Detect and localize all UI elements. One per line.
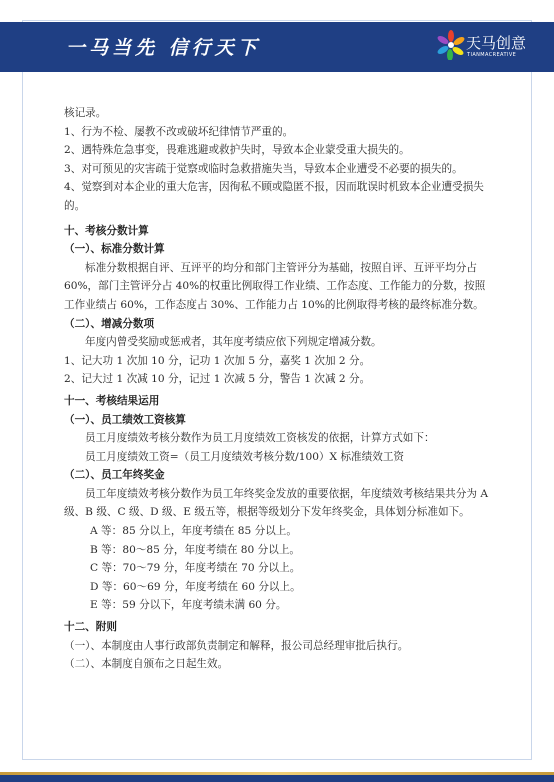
subsection-heading: （二）、增减分数项 (64, 317, 155, 330)
text-paragraph: 员工年度绩效考核分数作为员工年终奖金发放的重要依据，年度绩效考核结果共分为 A 级、B 级、C 级、D 级、E 级五等，根据等级划分下发年终奖金，具体划分标准如下。 (64, 487, 488, 519)
section-heading: 十二、附则 (64, 621, 117, 634)
text-line: 1、行为不检、屡教不改或破坏纪律情节严重的。 (64, 125, 294, 138)
grade-item: A 等：85 分以上，年度考绩在 85 分以上。 (90, 525, 297, 538)
text-line: （二）、本制度自颁布之日起生效。 (64, 658, 229, 671)
text-line: 核记录。 (64, 107, 107, 119)
section-heading: 十、考核分数计算 (64, 224, 149, 237)
logo-flower-icon (436, 30, 466, 60)
text-line: 年度内曾受奖励或惩戒者，其年度考绩应依下列规定增减分数。 (85, 336, 382, 349)
text-line: 员工月度绩效考核分数作为员工月度绩效工资核发的依据，计算方式如下： (85, 432, 435, 445)
document-body (64, 104, 494, 674)
company-logo (436, 30, 532, 64)
text-line: （一）、本制度由人事行政部负责制定和解释，报公司总经理审批后执行。 (64, 639, 409, 652)
subsection-heading: （一）、员工绩效工资核算 (64, 413, 186, 426)
grade-item: B 等：80～85 分，年度考绩在 80 分以上。 (90, 543, 301, 556)
text-line: 2、遇特殊危急事变，畏难逃避或救护失时，导致本企业蒙受重大损失的。 (64, 144, 410, 157)
section-heading: 十一、考核结果运用 (64, 394, 160, 407)
footer-blue-stripe (0, 775, 554, 782)
text-line: 2、记大过 1 次减 10 分，记过 1 次减 5 分，警告 1 次减 2 分。 (64, 373, 371, 386)
text-paragraph: 标准分数根据自评、互评平的均分和部门主管评分为基础，按照自评、互评平均分占 60%，部门主管评分占 40%的权重比例取得工作业绩、工作态度、工作能力的分数，按照工作业绩占 60%，工作态度占 30%、工作能力占 10%的比例取得考核的最终标准分数。 (64, 261, 486, 311)
text-line: 1、记大功 1 次加 10 分，记功 1 次加 5 分，嘉奖 1 次加 2 分。 (64, 354, 371, 367)
text-line: 3、对可预见的灾害疏于觉察或临时急救措施失当，导致本企业遭受不必要的损失的。 (64, 162, 463, 175)
grade-item: D 等：60～69 分，年度考绩在 60 分以上。 (90, 580, 301, 593)
subsection-heading: （二）、员工年终奖金 (64, 469, 165, 482)
logo-name-en: TIANMACREATIVE (467, 52, 517, 58)
grade-item: C 等：70～79 分，年度考绩在 70 分以上。 (90, 562, 301, 575)
logo-name-cn: 天马创意 (466, 34, 527, 52)
footer-bar (0, 768, 554, 782)
header-slogan: 一马当先 信行天下 (66, 37, 261, 59)
formula-line: 员工月度绩效工资=（员工月度绩效考核分数/100）X 标准绩效工资 (85, 450, 405, 463)
grade-item: E 等：59 分以下，年度考绩未满 60 分。 (90, 599, 287, 612)
page-header (0, 22, 554, 72)
subsection-heading: （一）、标准分数计算 (64, 243, 165, 256)
text-paragraph: 4、觉察到对本企业的重大危害，因徇私不顾或隐匿不报，因而耽误时机致本企业遭受损失的。 (64, 181, 484, 212)
